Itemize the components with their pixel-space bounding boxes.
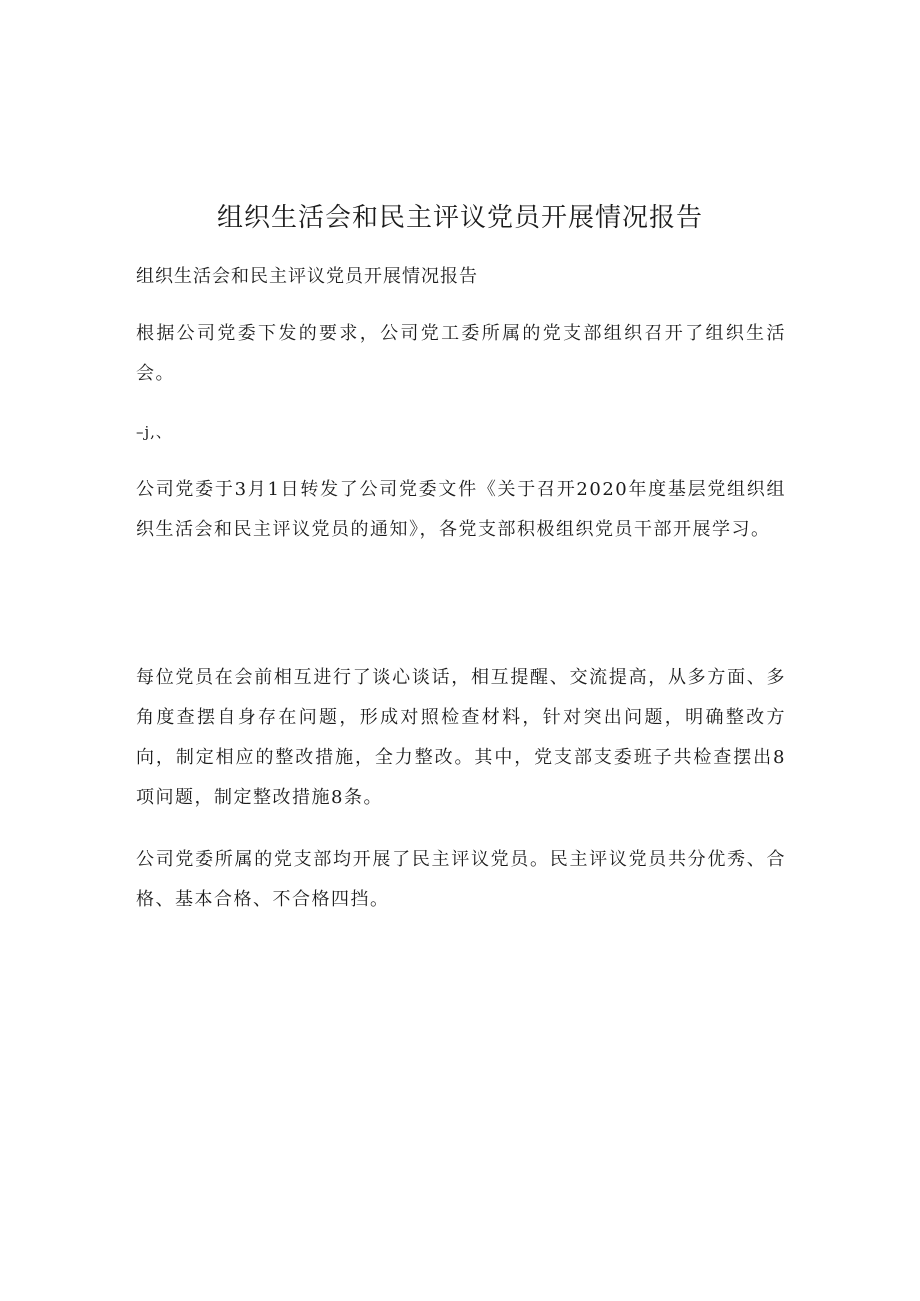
section-marker: –j,、 <box>136 423 172 441</box>
paragraph-intro: 根据公司党委下发的要求，公司党工委所属的党支部组织召开了组织生活会。 <box>136 323 786 384</box>
document-title: 组织生活会和民主评议党员开展情况报告 <box>216 203 703 233</box>
paragraph-evaluation: 公司党委所属的党支部均开展了民主评议党员。民主评议党员共分优秀、合格、基本合格、不合格四挡。 <box>136 849 786 910</box>
document-subtitle: 组织生活会和民主评议党员开展情况报告 <box>136 266 478 287</box>
paragraph-notice: 公司党委于3月1日转发了公司党委文件《关于召开2020年度基层党组织组织生活会和民主评议党员的通知》，各党支部积极组织党员干部开展学习。 <box>136 479 786 540</box>
paragraph-talks: 每位党员在会前相互进行了谈心谈话，相互提醒、交流提高，从多方面、多角度查摆自身存在问题，形成对照检查材料，针对突出问题，明确整改方向，制定相应的整改措施，全力整改。其中，党支部支委班子共检查摆出8项问题，制定整改措施8条。 <box>136 667 786 808</box>
